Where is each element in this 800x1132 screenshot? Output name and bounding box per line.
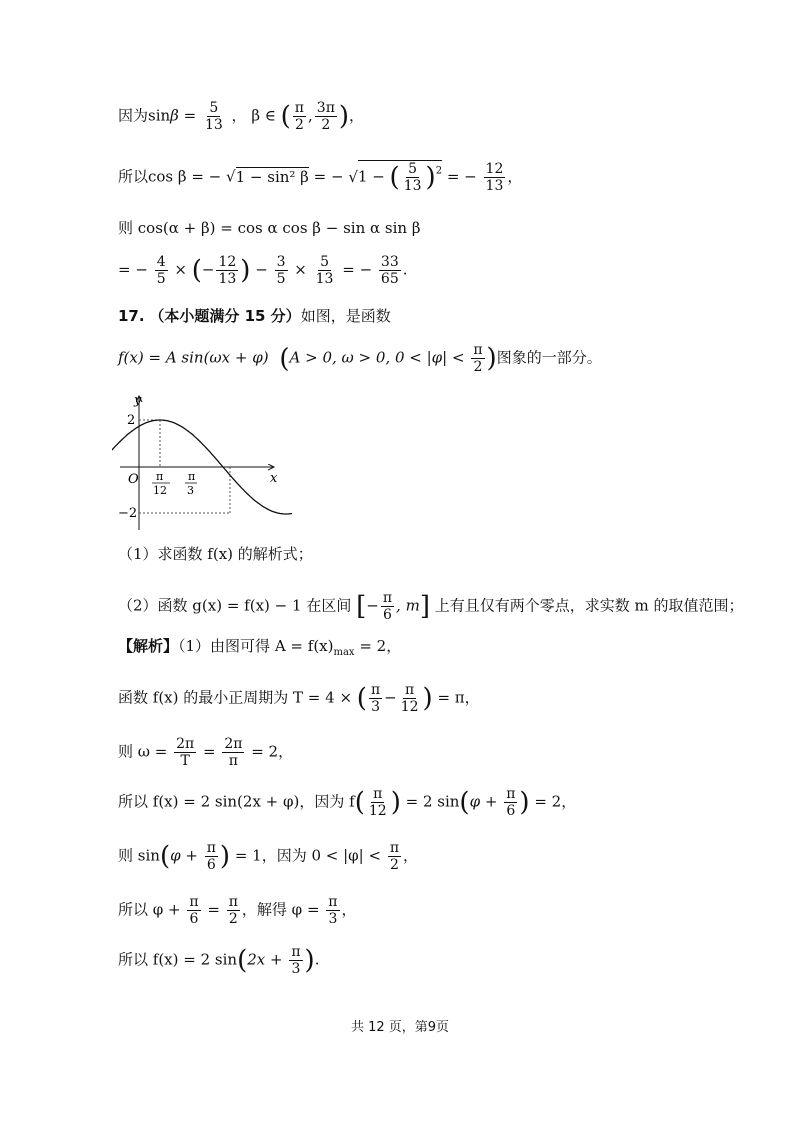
text: = 1，因为 0 < |φ| <	[230, 846, 386, 865]
y-max-label: 2	[127, 413, 136, 428]
denominator: T	[180, 753, 190, 769]
text: 上有且仅有两个零点，求实数 m 的取值范围；	[434, 596, 744, 615]
denominator: 3	[291, 961, 301, 977]
text: = 2 sin	[400, 792, 460, 811]
denominator: 6	[189, 911, 199, 927]
conditions: A > 0, ω > 0, 0 < |φ| <	[289, 348, 470, 367]
denominator: 3	[328, 911, 338, 927]
text: .	[402, 260, 408, 279]
tick-2-denominator: 3	[187, 484, 194, 497]
paren-open: (	[280, 101, 291, 132]
text: 函数 f(x) 的最小正周期为 T = 4 ×	[118, 688, 357, 707]
text: = −	[342, 260, 377, 279]
x-axis-label: x	[270, 471, 278, 486]
text: = 2，	[246, 742, 294, 761]
question-1: （1）求函数 f(x) 的解析式；	[118, 545, 313, 563]
text: 2x +	[247, 950, 288, 969]
text: ， β ∈	[231, 106, 281, 125]
denominator: π	[228, 753, 238, 769]
numerator: 4	[156, 254, 166, 270]
beta-symbol: β	[170, 106, 179, 125]
numerator: 5	[320, 254, 329, 270]
text: ×	[174, 260, 192, 279]
tick-2-numerator: π	[188, 470, 196, 483]
numerator: π	[294, 100, 304, 116]
text: ，	[507, 167, 523, 186]
fraction	[314, 254, 336, 287]
numerator: π	[291, 944, 301, 960]
problem-17-header	[118, 306, 391, 326]
numerator: π	[228, 894, 238, 910]
subscript: max	[333, 647, 355, 658]
analysis-line-2: 函数 f(x) 的最小正周期为 T = 4 × ( $\frac{\pi}{3}$ − $\frac{\pi}{12}$ ) = π，	[118, 682, 480, 715]
denominator: 13	[204, 117, 223, 133]
denominator: 5	[276, 271, 286, 287]
numerator: 2π	[224, 736, 243, 752]
denominator: 6	[206, 857, 216, 873]
analysis-line-7: 所以 f(x) = 2 sin(2x + $\frac{\pi}{3}$ ).	[118, 944, 320, 977]
solution-line-result: = − $\frac{4}{5}$ × (− $\frac{12}{13}$ ) − $\frac{3}{5}$ × $\frac{5}{13}$ = − $\frac{33}{65}$ .	[118, 254, 408, 287]
question-2: （2）函数 g(x) = f(x) − 1 在区间 [− $\frac{\pi}{6}$ , m] 上有且仅有两个零点，求实数 m 的取值范围；	[118, 590, 744, 623]
paren-close: )	[338, 101, 350, 132]
numerator: π	[373, 786, 383, 802]
denominator: 3	[371, 699, 380, 715]
numerator: 3	[276, 254, 286, 270]
denominator: 6	[382, 607, 392, 623]
text: φ +	[469, 792, 503, 811]
text: = 2，	[354, 637, 402, 655]
origin-label: O	[128, 472, 139, 487]
text: = −	[446, 167, 477, 186]
numerator: 2π	[176, 736, 195, 752]
numerator: π	[506, 786, 516, 802]
text: 则 sin	[118, 846, 160, 865]
sine-graph	[112, 390, 292, 540]
text: −	[255, 260, 273, 279]
fraction	[275, 254, 288, 287]
function-expression: f(x) = A sin(ωx + φ)	[118, 348, 269, 367]
text: = −	[313, 167, 344, 186]
text: ，	[349, 106, 365, 125]
denominator: 13	[485, 178, 504, 194]
denominator: 2	[294, 117, 304, 133]
text: ，	[341, 900, 357, 919]
denominator: 2	[321, 117, 331, 133]
text: −	[384, 688, 397, 707]
page-footer: 共 12 页，第9页	[350, 1020, 450, 1035]
numerator: π	[370, 682, 381, 698]
numerator: 3π	[316, 100, 335, 116]
numerator: 5	[408, 161, 418, 177]
numerator: π	[382, 590, 393, 606]
denominator: 5	[156, 271, 166, 287]
denominator: 13	[403, 178, 422, 194]
solution-line-cos-beta	[118, 160, 522, 194]
denominator: 13	[315, 271, 334, 287]
text: = π，	[432, 688, 480, 707]
tick-1-denominator: 12	[153, 484, 167, 497]
fraction	[216, 254, 238, 287]
analysis-line-5: 则 sin(φ + $\frac{\pi}{6}$ ) = 1，因为 0 < |φ| < $\frac{\pi}{2}$ ，	[118, 840, 419, 873]
denominator: 6	[506, 803, 516, 819]
text: = −	[118, 260, 148, 279]
interval-right: , m	[396, 596, 420, 615]
numerator: π	[389, 840, 400, 856]
fraction	[484, 161, 506, 194]
sqrt-expression-2: √1 − ( $\frac{5}{13}$ )$^2$	[348, 161, 443, 194]
text: 则 ω =	[118, 742, 173, 761]
tick-1-numerator: π	[156, 470, 164, 483]
analysis-line-1	[118, 636, 401, 663]
radicand: 1 − sin² β	[235, 167, 309, 186]
analysis-line-6	[118, 894, 357, 927]
fraction	[155, 254, 168, 287]
denominator: 65	[380, 271, 399, 287]
denominator: 12	[400, 699, 419, 715]
text: 所以cos β = −	[118, 167, 222, 186]
analysis-line-3	[118, 736, 293, 769]
text: 因为sin	[118, 106, 171, 125]
text: ，解得 φ =	[241, 900, 325, 919]
text: =	[202, 900, 225, 919]
problem-score: （本小题满分 15 分）	[149, 307, 301, 325]
text: 所以 f(x) = 2 sin	[118, 950, 238, 969]
y-min-label: −2	[118, 506, 138, 521]
problem-number: 17.	[118, 307, 145, 325]
numerator: 12	[218, 254, 237, 270]
text: 所以 f(x) = 2 sin(2x + φ)，因为 f	[118, 792, 355, 811]
problem-intro: 如图，是函数	[300, 307, 391, 325]
solution-line-sin-beta: 因为sinβ = $\frac{5}{13}$ ， β ∈ ( $\frac{\pi}{2}$ , $\frac{3\pi}{2}$ )，	[118, 100, 365, 133]
text: .	[314, 950, 320, 969]
fraction	[203, 100, 225, 133]
denominator: 2	[228, 911, 238, 927]
analysis-tag: 【解析】	[118, 637, 179, 655]
denominator: 13	[218, 271, 237, 287]
text: =	[178, 106, 201, 125]
text: φ +	[170, 846, 203, 865]
text: =	[198, 742, 221, 761]
text: ×	[294, 260, 312, 279]
numerator: π	[405, 682, 415, 698]
text: （1）由图可得 A = f(x)	[178, 637, 334, 655]
denominator: 2	[473, 359, 483, 375]
numerator: π	[206, 840, 216, 856]
analysis-line-4: 所以 f(x) = 2 sin(2x + φ)，因为 f( $\frac{\pi}{12}$ ) = 2 sin(φ + $\frac{\pi}{6}$ ) = 2，	[118, 786, 577, 819]
solution-line-cos-sum: 则 cos(α + β) = cos α cos β − sin α sin β	[118, 219, 421, 237]
text: = 2，	[529, 792, 577, 811]
numerator: π	[328, 894, 338, 910]
problem-17-function: f(x) = A sin(ωx + φ) (A > 0, ω > 0, 0 < |φ| < $\frac{\pi}{2}$ )图象的一部分。	[118, 342, 602, 375]
numerator: π	[473, 342, 483, 358]
sqrt-expression: √1 − sin² β	[226, 167, 309, 186]
numerator: 12	[485, 161, 504, 177]
text: （2）函数 g(x) = f(x) − 1 在区间	[118, 596, 352, 615]
text: ，	[403, 846, 419, 865]
fraction	[293, 100, 306, 133]
denominator: 2	[389, 857, 399, 873]
y-axis-label: y	[134, 393, 142, 408]
text: 图象的一部分。	[496, 348, 602, 367]
fraction	[315, 100, 337, 133]
denominator: 12	[368, 803, 387, 819]
numerator: 33	[380, 254, 399, 270]
fraction	[379, 254, 401, 287]
numerator: π	[189, 894, 199, 910]
text: 所以 φ +	[118, 900, 186, 919]
numerator: 5	[209, 100, 219, 116]
